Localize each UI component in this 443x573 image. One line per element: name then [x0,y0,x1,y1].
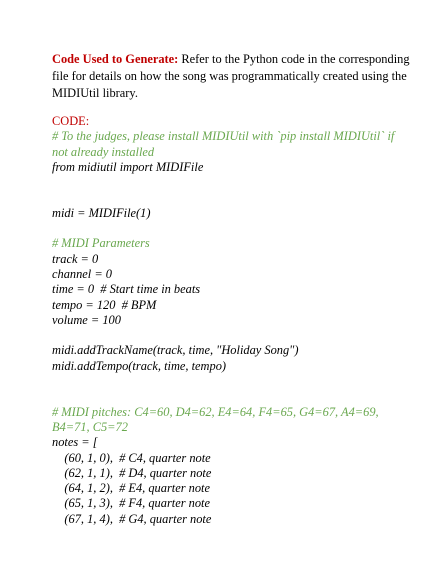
code-line: tempo = 120 # BPM [52,297,157,312]
code-line: track = 0 [52,251,99,266]
code-line: from midiutil import MIDIFile [52,159,204,174]
code-comment-line: # To the judges, please install MIDIUtil with `pip install MIDIUtil` if not already installed [52,129,398,159]
code-line: time = 0 # Start time in beats [52,282,201,297]
code-line: (62, 1, 1), # D4, quarter note [52,465,212,480]
code-block [52,129,412,527]
code-heading: CODE: [52,114,90,128]
code-line [52,221,412,236]
intro-paragraph [52,51,412,102]
code-line: (60, 1, 0), # C4, quarter note [52,450,211,465]
code-line [52,389,412,404]
code-line: (65, 1, 3), # F4, quarter note [52,496,210,511]
code-line: channel = 0 [52,266,112,281]
code-line: notes = [ [52,435,98,450]
code-line [52,190,412,205]
code-line: midi = MIDIFile(1) [52,205,151,220]
code-line: (67, 1, 4), # G4, quarter note [52,511,212,526]
code-line: midi.addTempo(track, time, tempo) [52,358,227,373]
code-comment-line: # MIDI Parameters [52,236,150,251]
code-line: (64, 1, 2), # E4, quarter note [52,481,210,496]
code-line [52,374,412,389]
code-line [52,328,412,343]
document-page [52,51,412,527]
code-line: volume = 100 [52,312,121,327]
code-line: midi.addTrackName(track, time, "Holiday Song") [52,343,299,358]
code-comment-line: # MIDI pitches: C4=60, D4=62, E4=64, F4=65, G4=67, A4=69, B4=71, C5=72 [52,404,382,434]
intro-label: Code Used to Generate: [52,52,179,66]
intro-text: Refer to the Python code in the corresponding file for details on how the song was programmatically created using the MIDIUtil library. [52,52,410,100]
code-line [52,175,412,190]
